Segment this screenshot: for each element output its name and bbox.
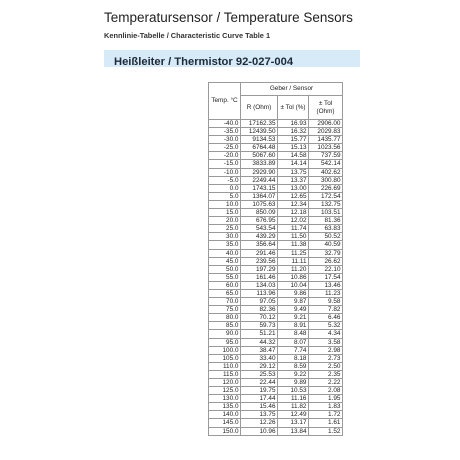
- cell-resistance: 10.96: [241, 427, 278, 435]
- cell-tolerance-ohm: 1.83: [309, 403, 343, 411]
- cell-tolerance-ohm: 13.46: [309, 281, 343, 289]
- column-header-tolerance-percent: ± Tol (%): [278, 96, 309, 120]
- table-row: [209, 136, 343, 144]
- table-row: [209, 152, 343, 160]
- table-row: [209, 265, 343, 273]
- column-header-resistance: R (Ohm): [241, 96, 278, 120]
- cell-resistance: 38.47: [241, 346, 278, 354]
- cell-tolerance-percent: 13.17: [278, 419, 309, 427]
- cell-tolerance-ohm: 103.51: [309, 209, 343, 217]
- cell-temp: 90.0: [209, 330, 241, 338]
- cell-temp: -5.0: [209, 176, 241, 184]
- table-row: [209, 120, 343, 128]
- cell-resistance: 197.29: [241, 265, 278, 273]
- cell-tolerance-ohm: 1435.77: [309, 136, 343, 144]
- cell-temp: 5.0: [209, 192, 241, 200]
- cell-tolerance-ohm: 1.72: [309, 411, 343, 419]
- cell-tolerance-percent: 8.07: [278, 338, 309, 346]
- cell-tolerance-ohm: 2906.00: [309, 120, 343, 128]
- cell-resistance: 29.12: [241, 362, 278, 370]
- cell-tolerance-ohm: 2.22: [309, 379, 343, 387]
- cell-tolerance-ohm: 22.10: [309, 265, 343, 273]
- cell-resistance: 6764.48: [241, 144, 278, 152]
- product-banner: [104, 50, 360, 67]
- cell-temp: -30.0: [209, 136, 241, 144]
- cell-tolerance-percent: 11.16: [278, 395, 309, 403]
- cell-tolerance-percent: 11.11: [278, 257, 309, 265]
- cell-temp: 105.0: [209, 354, 241, 362]
- cell-temp: 150.0: [209, 427, 241, 435]
- cell-temp: 115.0: [209, 370, 241, 378]
- cell-tolerance-ohm: 6.46: [309, 314, 343, 322]
- cell-tolerance-percent: 11.82: [278, 403, 309, 411]
- cell-tolerance-percent: 10.04: [278, 281, 309, 289]
- cell-temp: 30.0: [209, 233, 241, 241]
- cell-temp: 15.0: [209, 209, 241, 217]
- cell-tolerance-percent: 9.49: [278, 306, 309, 314]
- cell-tolerance-percent: 11.38: [278, 241, 309, 249]
- cell-tolerance-percent: 9.86: [278, 289, 309, 297]
- cell-resistance: 22.44: [241, 379, 278, 387]
- cell-temp: 95.0: [209, 338, 241, 346]
- table-row: [209, 346, 343, 354]
- table-row: [209, 411, 343, 419]
- cell-tolerance-percent: 15.13: [278, 144, 309, 152]
- cell-resistance: 5067.60: [241, 152, 278, 160]
- cell-temp: 120.0: [209, 379, 241, 387]
- table-row: [209, 209, 343, 217]
- cell-resistance: 1364.07: [241, 192, 278, 200]
- cell-tolerance-ohm: 2.50: [309, 362, 343, 370]
- cell-tolerance-ohm: 300.80: [309, 176, 343, 184]
- cell-resistance: 33.40: [241, 354, 278, 362]
- table-row: [209, 160, 343, 168]
- cell-tolerance-percent: 8.59: [278, 362, 309, 370]
- cell-tolerance-ohm: 4.34: [309, 330, 343, 338]
- cell-tolerance-ohm: 50.52: [309, 233, 343, 241]
- table-row: [209, 257, 343, 265]
- cell-resistance: 19.75: [241, 387, 278, 395]
- cell-tolerance-percent: 13.84: [278, 427, 309, 435]
- cell-tolerance-percent: 11.25: [278, 249, 309, 257]
- table-row: [209, 379, 343, 387]
- cell-resistance: 82.36: [241, 306, 278, 314]
- table-row: [209, 330, 343, 338]
- cell-resistance: 291.46: [241, 249, 278, 257]
- cell-resistance: 113.96: [241, 289, 278, 297]
- table-body: [209, 120, 343, 436]
- cell-temp: 20.0: [209, 217, 241, 225]
- table-row: [209, 144, 343, 152]
- cell-temp: 35.0: [209, 241, 241, 249]
- cell-tolerance-percent: 8.48: [278, 330, 309, 338]
- cell-temp: -40.0: [209, 120, 241, 128]
- cell-tolerance-percent: 10.86: [278, 273, 309, 281]
- table-row: [209, 281, 343, 289]
- column-header-temp: Temp. °C: [209, 83, 241, 120]
- cell-tolerance-ohm: 2.98: [309, 346, 343, 354]
- cell-tolerance-percent: 8.91: [278, 322, 309, 330]
- cell-temp: 60.0: [209, 281, 241, 289]
- table-row: [209, 184, 343, 192]
- cell-tolerance-ohm: 2.35: [309, 370, 343, 378]
- cell-resistance: 439.29: [241, 233, 278, 241]
- cell-tolerance-ohm: 2029.83: [309, 128, 343, 136]
- cell-resistance: 59.73: [241, 322, 278, 330]
- cell-tolerance-ohm: 1023.56: [309, 144, 343, 152]
- cell-resistance: 3833.89: [241, 160, 278, 168]
- page-title: Temperatursensor / Temperature Sensors: [104, 10, 353, 25]
- table-row: [209, 289, 343, 297]
- cell-tolerance-ohm: 26.62: [309, 257, 343, 265]
- cell-resistance: 543.54: [241, 225, 278, 233]
- cell-resistance: 12.26: [241, 419, 278, 427]
- cell-tolerance-percent: 9.22: [278, 370, 309, 378]
- table-row: [209, 298, 343, 306]
- table-row: [209, 249, 343, 257]
- cell-tolerance-ohm: 17.54: [309, 273, 343, 281]
- cell-temp: 145.0: [209, 419, 241, 427]
- table-row: [209, 354, 343, 362]
- product-banner-label: Heißleiter / Thermistor 92-027-004: [114, 56, 294, 68]
- cell-tolerance-ohm: 402.62: [309, 168, 343, 176]
- table-row: [209, 233, 343, 241]
- cell-tolerance-ohm: 1.52: [309, 427, 343, 435]
- cell-temp: 55.0: [209, 273, 241, 281]
- cell-resistance: 676.95: [241, 217, 278, 225]
- cell-tolerance-ohm: 132.75: [309, 200, 343, 208]
- cell-temp: -15.0: [209, 160, 241, 168]
- cell-temp: 50.0: [209, 265, 241, 273]
- cell-tolerance-percent: 10.53: [278, 387, 309, 395]
- cell-resistance: 850.09: [241, 209, 278, 217]
- cell-tolerance-ohm: 226.69: [309, 184, 343, 192]
- cell-resistance: 2249.44: [241, 176, 278, 184]
- cell-tolerance-ohm: 172.54: [309, 192, 343, 200]
- cell-temp: 75.0: [209, 306, 241, 314]
- cell-tolerance-percent: 11.74: [278, 225, 309, 233]
- cell-tolerance-percent: 9.87: [278, 298, 309, 306]
- cell-tolerance-percent: 11.50: [278, 233, 309, 241]
- cell-resistance: 239.56: [241, 257, 278, 265]
- cell-resistance: 134.03: [241, 281, 278, 289]
- cell-temp: 65.0: [209, 289, 241, 297]
- cell-tolerance-percent: 12.18: [278, 209, 309, 217]
- cell-temp: 100.0: [209, 346, 241, 354]
- table-row: [209, 306, 343, 314]
- cell-resistance: 51.21: [241, 330, 278, 338]
- cell-tolerance-percent: 16.32: [278, 128, 309, 136]
- cell-resistance: 356.64: [241, 241, 278, 249]
- column-header-tolerance-ohm: ± Tol (Ohm): [309, 96, 343, 120]
- page-subtitle: Kennlinie-Tabelle / Characteristic Curve Table 1: [104, 31, 271, 40]
- table-row: [209, 192, 343, 200]
- cell-tolerance-ohm: 1.95: [309, 395, 343, 403]
- cell-temp: -25.0: [209, 144, 241, 152]
- cell-temp: 125.0: [209, 387, 241, 395]
- cell-tolerance-ohm: 11.23: [309, 289, 343, 297]
- table-row: [209, 200, 343, 208]
- table-row: [209, 419, 343, 427]
- cell-tolerance-percent: 13.75: [278, 168, 309, 176]
- cell-tolerance-ohm: 542.14: [309, 160, 343, 168]
- cell-tolerance-percent: 9.89: [278, 379, 309, 387]
- cell-tolerance-ohm: 40.59: [309, 241, 343, 249]
- characteristic-curve-table: [208, 82, 343, 436]
- cell-temp: -10.0: [209, 168, 241, 176]
- cell-temp: 25.0: [209, 225, 241, 233]
- cell-tolerance-ohm: 9.58: [309, 298, 343, 306]
- table-row: [209, 241, 343, 249]
- cell-resistance: 17.44: [241, 395, 278, 403]
- cell-temp: 140.0: [209, 411, 241, 419]
- table-row: [209, 322, 343, 330]
- cell-tolerance-percent: 13.37: [278, 176, 309, 184]
- cell-tolerance-ohm: 1.61: [309, 419, 343, 427]
- cell-resistance: 1075.63: [241, 200, 278, 208]
- table-row: [209, 217, 343, 225]
- cell-resistance: 1743.15: [241, 184, 278, 192]
- table-row: [209, 176, 343, 184]
- cell-temp: 70.0: [209, 298, 241, 306]
- table-row: [209, 338, 343, 346]
- cell-temp: 135.0: [209, 403, 241, 411]
- cell-tolerance-ohm: 32.79: [309, 249, 343, 257]
- cell-resistance: 161.46: [241, 273, 278, 281]
- table-row: [209, 403, 343, 411]
- table-row: [209, 314, 343, 322]
- cell-tolerance-percent: 13.00: [278, 184, 309, 192]
- cell-tolerance-percent: 9.21: [278, 314, 309, 322]
- cell-tolerance-percent: 8.18: [278, 354, 309, 362]
- cell-temp: 110.0: [209, 362, 241, 370]
- cell-temp: -20.0: [209, 152, 241, 160]
- table-row: [209, 387, 343, 395]
- cell-temp: 85.0: [209, 322, 241, 330]
- cell-tolerance-percent: 7.74: [278, 346, 309, 354]
- table-row: [209, 128, 343, 136]
- cell-resistance: 44.32: [241, 338, 278, 346]
- cell-tolerance-ohm: 3.58: [309, 338, 343, 346]
- cell-resistance: 15.46: [241, 403, 278, 411]
- cell-resistance: 70.12: [241, 314, 278, 322]
- cell-resistance: 2929.90: [241, 168, 278, 176]
- cell-tolerance-percent: 16.93: [278, 120, 309, 128]
- cell-resistance: 25.53: [241, 370, 278, 378]
- cell-tolerance-ohm: 2.08: [309, 387, 343, 395]
- table-row: [209, 168, 343, 176]
- cell-temp: -35.0: [209, 128, 241, 136]
- cell-resistance: 13.75: [241, 411, 278, 419]
- column-group-header-sensor: Geber / Sensor: [241, 83, 343, 96]
- cell-tolerance-percent: 12.49: [278, 411, 309, 419]
- cell-tolerance-percent: 12.65: [278, 192, 309, 200]
- cell-temp: 130.0: [209, 395, 241, 403]
- table-row: [209, 395, 343, 403]
- cell-resistance: 97.05: [241, 298, 278, 306]
- cell-temp: 40.0: [209, 249, 241, 257]
- cell-temp: 0.0: [209, 184, 241, 192]
- cell-tolerance-percent: 14.58: [278, 152, 309, 160]
- table-row: [209, 370, 343, 378]
- cell-temp: 80.0: [209, 314, 241, 322]
- cell-resistance: 17162.35: [241, 120, 278, 128]
- cell-tolerance-ohm: 81.36: [309, 217, 343, 225]
- cell-tolerance-percent: 11.20: [278, 265, 309, 273]
- cell-temp: 45.0: [209, 257, 241, 265]
- cell-tolerance-ohm: 7.82: [309, 306, 343, 314]
- cell-resistance: 12439.50: [241, 128, 278, 136]
- cell-tolerance-percent: 14.14: [278, 160, 309, 168]
- cell-tolerance-ohm: 2.73: [309, 354, 343, 362]
- cell-tolerance-percent: 15.77: [278, 136, 309, 144]
- cell-tolerance-ohm: 5.32: [309, 322, 343, 330]
- cell-resistance: 9134.53: [241, 136, 278, 144]
- table-row: [209, 273, 343, 281]
- table-row: [209, 427, 343, 435]
- cell-tolerance-percent: 12.34: [278, 200, 309, 208]
- cell-tolerance-ohm: 737.59: [309, 152, 343, 160]
- table-row: [209, 362, 343, 370]
- cell-temp: 10.0: [209, 200, 241, 208]
- cell-tolerance-ohm: 63.83: [309, 225, 343, 233]
- cell-tolerance-percent: 12.02: [278, 217, 309, 225]
- table-row: [209, 225, 343, 233]
